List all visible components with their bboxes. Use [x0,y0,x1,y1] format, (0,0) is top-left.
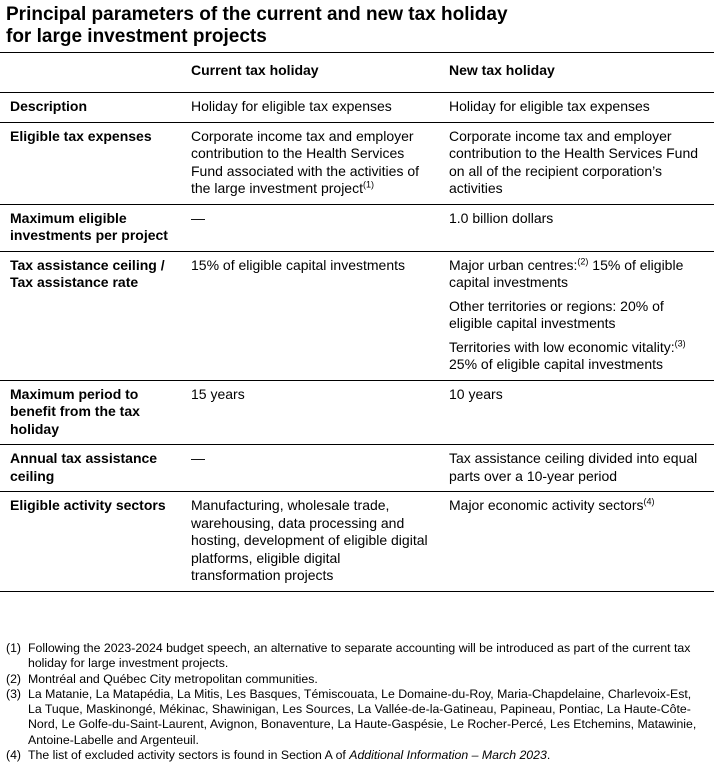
footnote-2 [6,672,708,687]
row-label-annual-tax-assistance-ceiling: Annual tax assistance ceiling [0,445,183,492]
footnote-4 [6,748,708,763]
header-new-tax-holiday: New tax holiday [441,53,714,93]
ceiling-major-urban-centres [449,257,706,292]
footnotes [6,641,708,763]
footnote-ref-3: (3) [674,337,686,348]
table-row [0,380,714,445]
ceiling-part-text: 25% of eligible capital investments [449,356,664,372]
parameters-table [0,52,714,592]
footnote-number: (3) [6,686,22,701]
row-label-eligible-tax-expenses: Eligible tax expenses [0,122,183,204]
row-label-maximum-period: Maximum period to benefit from the tax holiday [0,380,183,445]
table-row [0,204,714,251]
row-label-maximum-eligible-investments: Maximum eligible investments per project [0,204,183,251]
footnote-text: La Matanie, La Matapédia, La Mitis, Les Basques, Témiscouata, Le Domaine-du-Roy, Maria-Chapdelaine, Charlevoix-Est, La Tuque, Maskinongé, Mékinac, Shawinigan, Les Sources, La Vallée-de-la-Gatineau, Papineau, Pontiac, La Haute-Côte-Nord, Le Golfe-du-Saint-Laurent, Avignon, Bonaventure, La Haute-Gaspésie, Le Rocher-Percé, Les Etchemins, Matawinie, Antoine-Labelle and Argenteuil. [28,686,697,747]
footnote-ref-2: (2) [577,255,589,266]
new-tax-assistance-ceiling [441,251,714,380]
table-row [0,445,714,492]
footnote-ref-1: (1) [362,179,374,190]
new-eligible-activity-sectors-text: Major economic activity sectors [449,497,644,513]
ceiling-part-text: 15% of eligible capital investments [449,256,684,290]
new-annual-tax-assistance-ceiling: Tax assistance ceiling divided into equal parts over a 10-year period [441,445,714,492]
ceiling-part-text: Territories with low economic vitality: [449,338,675,355]
table-header-row [0,53,714,93]
ceiling-part-text: Major urban centres: [449,256,578,273]
footnote-text: Following the 2023-2024 budget speech, an alternative to separate accounting will be introduced as part of the current tax holiday for large investment projects. [28,641,691,671]
current-eligible-activity-sectors: Manufacturing, wholesale trade, warehousing, data processing and hosting, development of eligible digital platforms, eligible digital transformation projects [183,492,441,592]
row-label-description: Description [0,93,183,123]
current-maximum-eligible-investments: — [183,204,441,251]
table-row [0,122,714,204]
new-description: Holiday for eligible tax expenses [441,93,714,123]
current-annual-tax-assistance-ceiling: — [183,445,441,492]
footnote-number: (2) [6,671,22,686]
row-label-tax-assistance-ceiling: Tax assistance ceiling / Tax assistance rate [0,251,183,380]
title-line-1: Principal parameters of the current and new tax holiday [6,4,508,25]
footnote-text [28,748,708,763]
new-eligible-tax-expenses: Corporate income tax and employer contribution to the Health Services Fund on all of the recipient corporation’s activities [441,122,714,204]
footnote-text: Montréal and Québec City metropolitan communities. [28,671,318,686]
footnote-ref-4: (4) [643,496,655,507]
table-row [0,93,714,123]
new-eligible-activity-sectors [441,492,714,592]
row-label-eligible-activity-sectors: Eligible activity sectors [0,492,183,592]
footnote-text-main: The list of excluded activity sectors is found in Section A of [28,748,350,763]
header-current-tax-holiday: Current tax holiday [183,53,441,93]
footnote-text-end: . [546,748,551,763]
footnote-number: (1) [6,641,22,655]
title-line-2: for large investment projects [6,26,267,47]
current-description: Holiday for eligible tax expenses [183,93,441,123]
new-maximum-period: 10 years [441,380,714,445]
current-eligible-tax-expenses-text: Corporate income tax and employer contribution to the Health Services Fund associated with the activities of the large investment project [191,127,420,196]
publication-title: Additional Information – March 2023 [349,748,547,763]
new-maximum-eligible-investments: 1.0 billion dollars [441,204,714,251]
ceiling-part-text: Other territories or regions: 20% of eligible capital investments [449,297,664,331]
footnote-number: (4) [6,748,22,763]
table-row [0,492,714,592]
header-blank [0,53,183,93]
current-eligible-tax-expenses [183,122,441,204]
current-maximum-period: 15 years [183,380,441,445]
footnote-1 [6,641,708,672]
page-title [6,4,706,48]
current-tax-assistance-ceiling: 15% of eligible capital investments [183,251,441,380]
table-row [0,251,714,380]
ceiling-other-territories [449,298,706,333]
footnote-3 [6,687,708,748]
ceiling-low-economic-vitality [449,339,706,374]
